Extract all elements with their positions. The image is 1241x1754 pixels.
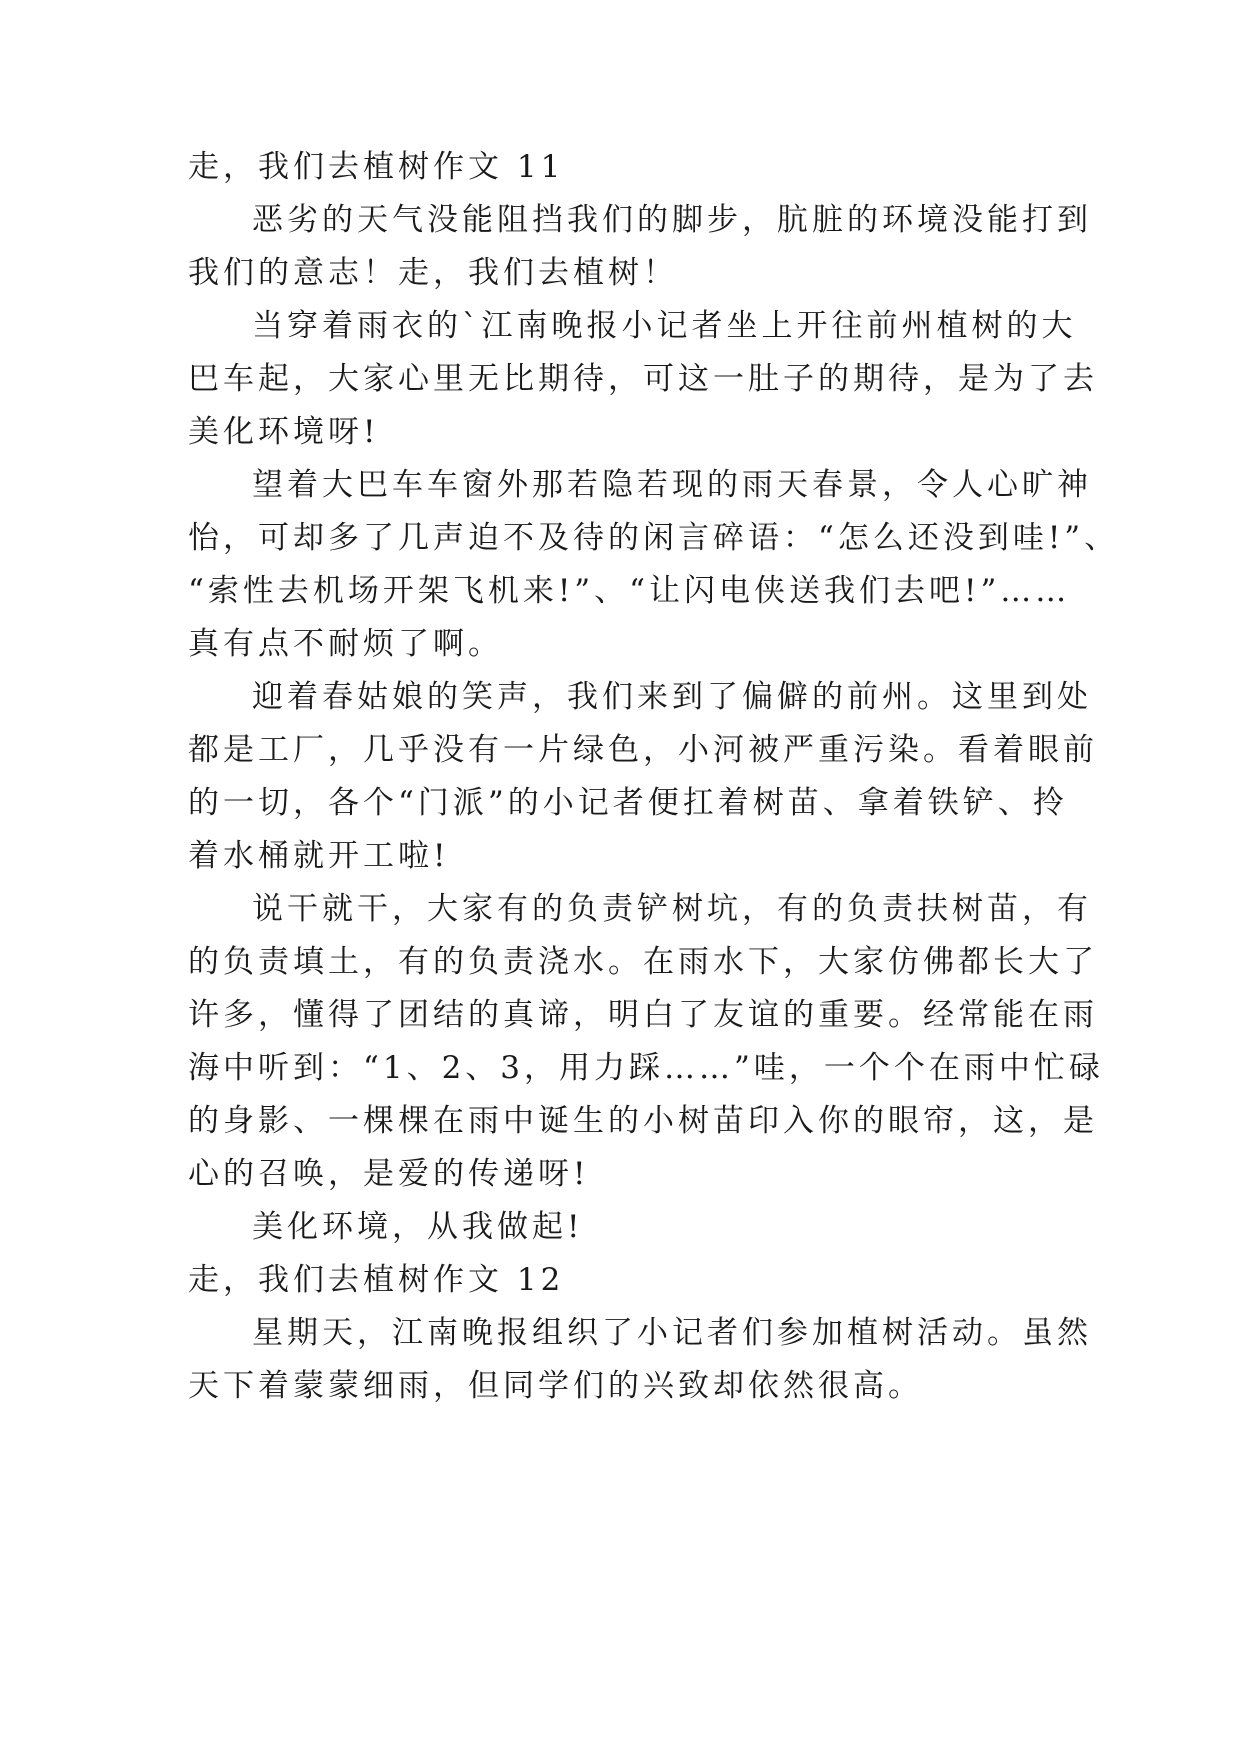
paragraph-line: 的一切，各个“门派”的小记者便扛着树苗、拿着铁铲、拎 xyxy=(188,785,1068,821)
paragraph-line: 望着大巴车车窗外那若隐若现的雨天春景，令人心旷神 xyxy=(252,467,1092,503)
paragraph-line: 迎着春姑娘的笑声，我们来到了偏僻的前州。这里到处 xyxy=(252,679,1092,715)
paragraph-line: 当穿着雨衣的`江南晚报小记者坐上开往前州植树的大 xyxy=(252,308,1077,344)
essay-title-11: 走，我们去植树作文 11 xyxy=(188,149,565,185)
paragraph-line: 说干就干，大家有的负责铲树坑，有的负责扶树苗，有 xyxy=(252,891,1092,927)
paragraph-line: 的身影、一棵棵在雨中诞生的小树苗印入你的眼帘，这，是 xyxy=(188,1103,1098,1139)
paragraph-line: 海中听到：“1、2、3，用力踩……”哇，一个个在雨中忙碌 xyxy=(188,1050,1104,1086)
paragraph-line: 真有点不耐烦了啊。 xyxy=(188,626,503,662)
paragraph-line: 着水桶就开工啦! xyxy=(188,838,450,874)
paragraph-line: 星期天，江南晚报组织了小记者们参加植树活动。虽然 xyxy=(252,1315,1092,1351)
paragraph-line: 巴车起，大家心里无比期待，可这一肚子的期待，是为了去 xyxy=(188,361,1098,397)
paragraph-line: 美化环境，从我做起! xyxy=(252,1209,584,1245)
essay-title-12: 走，我们去植树作文 12 xyxy=(188,1262,565,1298)
paragraph-line: 我们的意志！走，我们去植树！ xyxy=(188,255,678,291)
paragraph-line: 心的召唤，是爱的传递呀! xyxy=(188,1156,590,1192)
paragraph-line: 天下着蒙蒙细雨，但同学们的兴致却依然很高。 xyxy=(188,1368,923,1404)
paragraph-line: “索性去机场开架飞机来!”、“让闪电侠送我们去吧!”…… xyxy=(188,573,1071,609)
paragraph-line: 的负责填土，有的负责浇水。在雨水下，大家仿佛都长大了 xyxy=(188,944,1098,980)
paragraph-line: 恶劣的天气没能阻挡我们的脚步，肮脏的环境没能打到 xyxy=(252,202,1092,238)
paragraph-line: 怡，可却多了几声迫不及待的闲言碎语：“怎么还没到哇!”、 xyxy=(188,520,1120,556)
paragraph-line: 美化环境呀! xyxy=(188,414,380,450)
paragraph-line: 许多，懂得了团结的真谛，明白了友谊的重要。经常能在雨 xyxy=(188,997,1098,1033)
paragraph-line: 都是工厂，几乎没有一片绿色，小河被严重污染。看着眼前 xyxy=(188,732,1098,768)
